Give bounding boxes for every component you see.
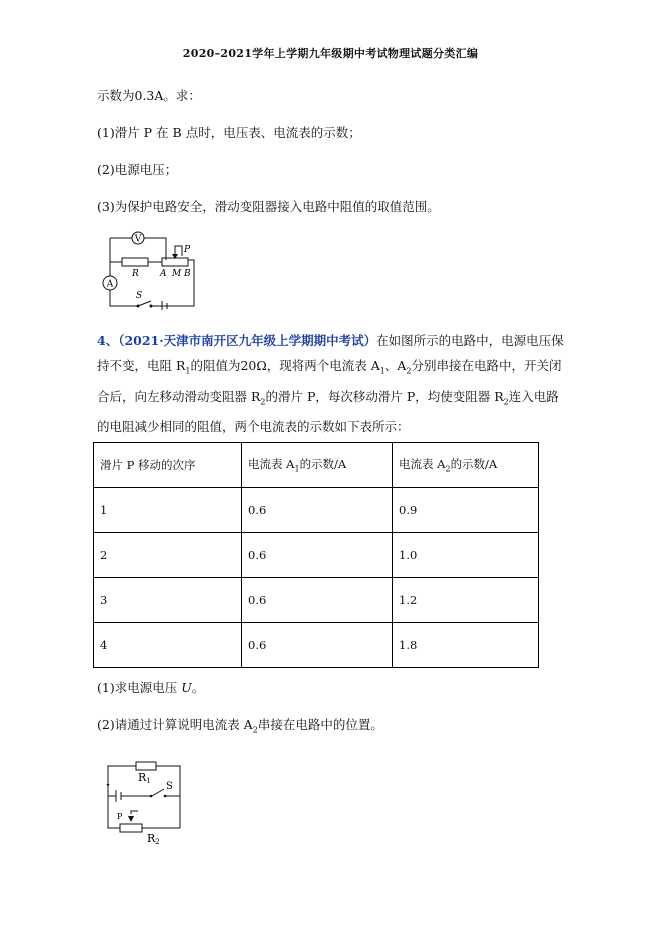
slider-arrow-icon: [128, 816, 134, 822]
table-cell: 3: [94, 578, 242, 623]
voltmeter-label: V: [134, 234, 142, 245]
switch-contact-icon: [164, 795, 167, 798]
table-row: [94, 623, 539, 668]
slider-label: P: [117, 812, 123, 821]
point-b-label: B: [184, 269, 191, 279]
table-cell: 2: [94, 533, 242, 578]
table-cell: 0.6: [242, 488, 393, 533]
q4-text: 在如图所示的电路中，电源电压保持不变，电阻 R: [97, 333, 564, 373]
table-cell: 1.2: [393, 578, 539, 623]
table-cell: 1.0: [393, 533, 539, 578]
table-header-cell: [94, 443, 242, 488]
q4-subquestion-2: [97, 716, 383, 740]
q4-text: 、A: [384, 358, 407, 373]
q4-source: （2021·天津市南开区九年级上学期期中考试）: [118, 333, 377, 348]
table-row: [94, 533, 539, 578]
q4-circuit-diagram: [100, 756, 190, 848]
switch-contact-icon: [150, 305, 153, 308]
table-cell: 0.6: [242, 623, 393, 668]
q4-number: 4、: [97, 333, 119, 348]
table-cell: 0.6: [242, 578, 393, 623]
table-cell: 0.6: [242, 533, 393, 578]
q4-text: 分别串接在电路中，开关闭合后，向左移动滑动变阻器 R: [97, 358, 562, 404]
resistor-label: R: [132, 269, 139, 279]
header-text: 滑片 P 移动的次序: [100, 458, 196, 472]
q3-subquestion-2: (2)电源电压；: [97, 162, 178, 177]
q3-text-line: 示数为0.3A。求：: [97, 88, 201, 103]
switch-label: S: [136, 291, 143, 301]
q4-sub1-text: (1)求电源电压: [97, 680, 182, 695]
q4-sub2-sub: 2: [252, 725, 258, 735]
point-m-label: M: [172, 269, 182, 279]
table-header-cell: [242, 443, 393, 488]
header-text: 的示数/A: [299, 457, 347, 472]
header-text: 电流表 A: [399, 457, 446, 472]
q4-text-sub: 2: [406, 366, 412, 376]
q4-text: 连入电路的电阻减少相同的阻值，两个电流表的示数如下表所示：: [97, 388, 559, 434]
header-text-sub: 1: [294, 464, 300, 474]
q4-sub1-text: 。: [191, 680, 205, 695]
header-text: 电流表 A: [248, 457, 295, 472]
q3-subquestion-3: (3)为保护电路安全，滑动变阻器接入电路中阻值的取值范围。: [97, 199, 440, 214]
switch-contact-icon: [150, 795, 153, 798]
q3-subquestion-1: (1)滑片 P 在 B 点时，电压表、电流表的示数；: [97, 125, 361, 140]
table-cell: 1.8: [393, 623, 539, 668]
q4-sub1-var: U: [181, 680, 192, 695]
header-text-sub: 2: [445, 464, 451, 474]
switch-label: S: [166, 781, 173, 792]
table-cell: 1: [94, 488, 242, 533]
q4-subquestion-1: [97, 679, 204, 697]
table-cell: 0.9: [393, 488, 539, 533]
table-cell: 4: [94, 623, 242, 668]
slider-label: P: [184, 245, 191, 255]
current-readings-table: [93, 442, 539, 668]
current-direction-icon: [107, 784, 110, 787]
table-header-cell: [393, 443, 539, 488]
q4-sub2-text: (2)请通过计算说明电流表 A: [97, 717, 253, 732]
page-header: 2020–2021学年上学期九年级期中考试物理试题分类汇编: [182, 47, 479, 60]
q3-circuit-diagram: [96, 228, 208, 310]
table-row: [94, 578, 539, 623]
q4-sub2-text: 串接在电路中的位置。: [257, 717, 383, 732]
table-header-row: [94, 443, 539, 488]
switch-contact-icon: [137, 305, 140, 308]
r1-label: R1: [138, 771, 151, 785]
q4-text-sub: 1: [185, 366, 191, 376]
q4-text-sub: 2: [503, 397, 509, 406]
q4-text: 的滑片 P，每次移动滑片 P，均使变阻器 R: [265, 388, 504, 404]
q4-text: 的阻值为20Ω，现将两个电流表 A: [190, 358, 380, 373]
header-text: 的示数/A: [450, 457, 498, 472]
point-a-label: A: [160, 269, 167, 279]
r2-label: R2: [147, 832, 160, 846]
q4-text-sub: 2: [260, 397, 266, 406]
q4-text-sub: 1: [379, 366, 385, 376]
q4-question-text: [97, 328, 567, 439]
table-row: [94, 488, 539, 533]
ammeter-label: A: [106, 279, 114, 290]
